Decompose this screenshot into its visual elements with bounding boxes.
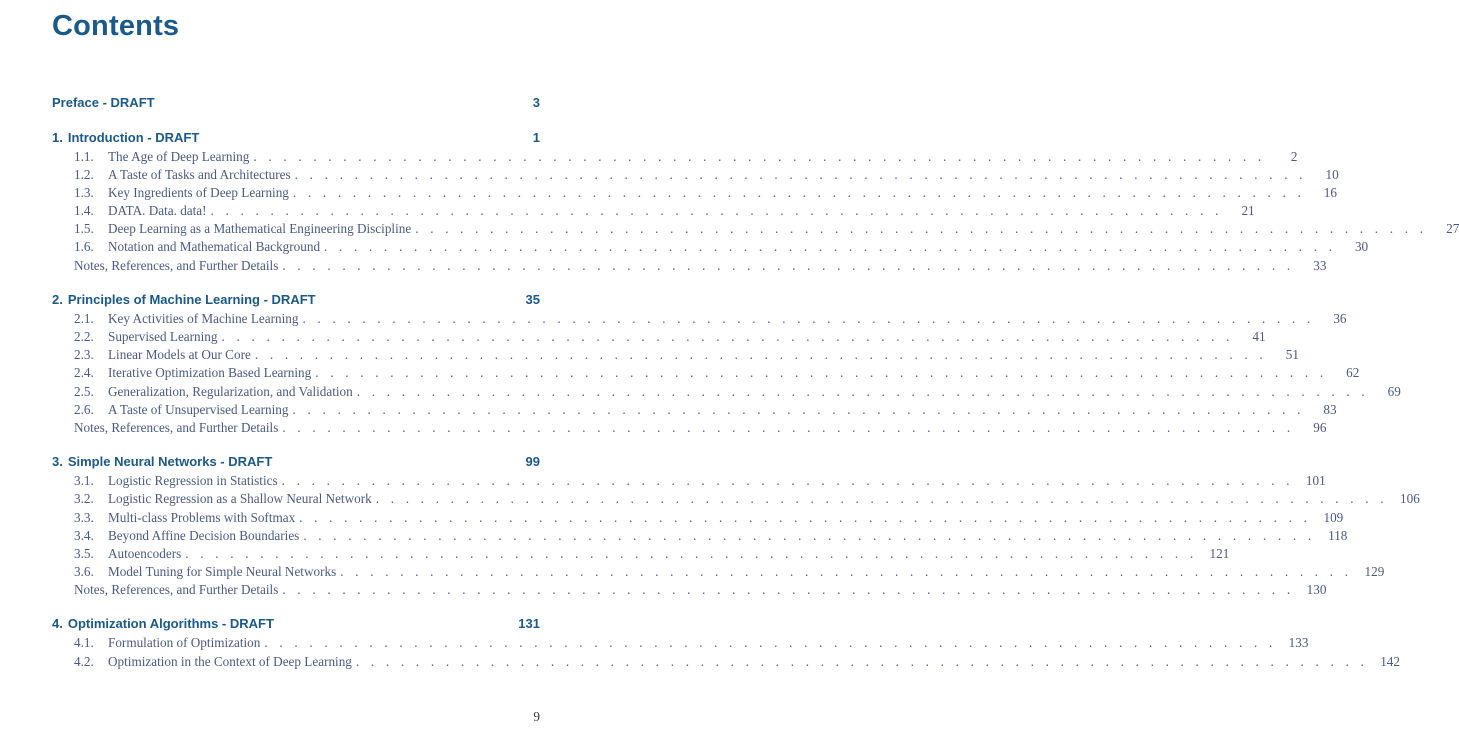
section-title: Beyond Affine Decision Boundaries xyxy=(108,527,300,543)
dot-leader xyxy=(211,202,1223,220)
notes-page-number: 130 xyxy=(1306,581,1327,597)
section-number: 3.3. xyxy=(74,509,94,525)
table-of-contents xyxy=(52,93,1459,686)
dot-leader xyxy=(282,419,1294,437)
dot-leader xyxy=(376,490,1388,508)
section-title: Optimization in the Context of Deep Learning xyxy=(108,653,352,669)
dot-leader xyxy=(303,527,1315,545)
toc-entry-section[interactable] xyxy=(52,545,1230,563)
toc-entry-section[interactable] xyxy=(52,346,1299,364)
section-page-number: 41 xyxy=(1252,329,1266,345)
section-title: Supervised Learning xyxy=(108,329,218,345)
toc-entry-section[interactable] xyxy=(52,148,1298,166)
toc-entry-chapter[interactable] xyxy=(52,290,540,310)
section-title: Key Ingredients of Deep Learning xyxy=(108,185,289,201)
section-number: 1.3. xyxy=(74,185,94,201)
dot-leader xyxy=(315,364,1327,382)
dot-leader xyxy=(264,634,1276,652)
toc-entry-section[interactable] xyxy=(52,238,1369,256)
notes-title: Notes, References, and Further Details xyxy=(74,419,279,435)
section-title: DATA. Data. data! xyxy=(108,203,207,219)
section-number: 2.2. xyxy=(74,329,94,345)
chapter-block-4 xyxy=(52,614,1400,670)
toc-entry-chapter[interactable] xyxy=(52,452,540,472)
chapter-title: Optimization Algorithms - DRAFT xyxy=(67,616,274,632)
section-number: 3.4. xyxy=(74,527,94,543)
section-number: 1.5. xyxy=(74,221,94,237)
toc-entry-section[interactable] xyxy=(52,220,1459,238)
toc-entry-section[interactable] xyxy=(52,634,1309,652)
section-title: Notation and Mathematical Background xyxy=(108,239,321,255)
toc-entry-section[interactable] xyxy=(52,527,1348,545)
toc-entry-notes[interactable] xyxy=(52,419,1327,437)
section-number: 2.5. xyxy=(74,383,94,399)
dot-leader xyxy=(293,184,1305,202)
dot-leader xyxy=(282,581,1294,599)
toc-entry-chapter[interactable] xyxy=(52,614,540,634)
toc-entry-notes[interactable] xyxy=(52,581,1327,599)
section-page-number: 133 xyxy=(1288,635,1309,651)
section-number: 1.6. xyxy=(74,239,94,255)
section-page-number: 21 xyxy=(1241,203,1255,219)
section-page-number: 118 xyxy=(1328,527,1348,543)
section-page-number: 101 xyxy=(1305,473,1326,489)
dot-leader xyxy=(282,472,1294,490)
chapter-block-2 xyxy=(52,290,1401,437)
chapter-page-number: 131 xyxy=(518,616,540,632)
section-number: 1.4. xyxy=(74,203,94,219)
page-title: Contents xyxy=(52,10,180,42)
dot-leader xyxy=(185,545,1197,563)
section-title: Key Activities of Machine Learning xyxy=(108,311,299,327)
chapter-page-number: 35 xyxy=(525,292,540,308)
section-number: 1.2. xyxy=(74,167,94,183)
section-number: 3.2. xyxy=(74,491,94,507)
section-number: 2.3. xyxy=(74,347,94,363)
dot-leader xyxy=(222,328,1234,346)
toc-entry-section[interactable] xyxy=(52,509,1344,527)
toc-entry-section[interactable] xyxy=(52,490,1420,508)
toc-entry-notes[interactable] xyxy=(52,257,1327,275)
dot-leader xyxy=(324,238,1336,256)
chapter-page-number: 1 xyxy=(532,130,540,145)
toc-entry-section[interactable] xyxy=(52,653,1400,671)
preface-block xyxy=(52,93,540,113)
section-title: A Taste of Tasks and Architectures xyxy=(108,167,291,183)
notes-title: Notes, References, and Further Details xyxy=(74,581,279,597)
toc-entry-preface[interactable] xyxy=(52,93,540,113)
dot-leader xyxy=(299,509,1311,527)
toc-entry-section[interactable] xyxy=(52,472,1326,490)
chapter-block-3 xyxy=(52,452,1420,599)
chapter-number: 1. xyxy=(52,130,63,145)
chapter-number: 3. xyxy=(52,454,63,470)
dot-leader xyxy=(292,401,1304,419)
section-title: Generalization, Regularization, and Validation xyxy=(108,383,353,399)
chapter-block-1 xyxy=(52,128,1459,275)
section-title: A Taste of Unsupervised Learning xyxy=(108,401,289,417)
section-number: 2.6. xyxy=(74,401,94,417)
section-title: Logistic Regression as a Shallow Neural Network xyxy=(108,491,372,507)
section-page-number: 30 xyxy=(1354,239,1369,255)
toc-entry-section[interactable] xyxy=(52,310,1347,328)
section-title: Formulation of Optimization xyxy=(108,635,261,651)
section-page-number: 27 xyxy=(1446,221,1459,237)
section-page-number: 83 xyxy=(1323,401,1337,417)
dot-leader xyxy=(356,653,1368,671)
toc-entry-section[interactable] xyxy=(52,202,1255,220)
section-number: 2.4. xyxy=(74,365,94,381)
dot-leader xyxy=(415,220,1427,238)
dot-leader xyxy=(255,346,1267,364)
section-page-number: 51 xyxy=(1285,347,1299,363)
section-title: Logistic Regression in Statistics xyxy=(108,473,278,489)
section-page-number: 69 xyxy=(1387,383,1401,399)
chapter-number: 2. xyxy=(52,292,63,308)
toc-entry-section[interactable] xyxy=(52,184,1337,202)
section-title: Deep Learning as a Mathematical Engineering Discipline xyxy=(108,221,412,237)
toc-entry-section[interactable] xyxy=(52,563,1385,581)
section-title: Linear Models at Our Core xyxy=(108,347,251,363)
section-title: Model Tuning for Simple Neural Networks xyxy=(108,563,337,579)
toc-entry-section[interactable] xyxy=(52,401,1337,419)
dot-leader xyxy=(253,148,1265,166)
section-title: Multi-class Problems with Softmax xyxy=(108,509,296,525)
section-number: 2.1. xyxy=(74,311,94,327)
chapter-title: Simple Neural Networks - DRAFT xyxy=(67,454,273,470)
chapter-title: Principles of Machine Learning - DRAFT xyxy=(67,292,316,308)
section-page-number: 36 xyxy=(1333,311,1347,327)
section-title: Autoencoders xyxy=(108,545,182,561)
page-number: 9 xyxy=(533,709,540,724)
dot-leader xyxy=(295,166,1307,184)
section-page-number: 62 xyxy=(1346,365,1360,381)
notes-title: Notes, References, and Further Details xyxy=(74,257,279,273)
notes-page-number: 33 xyxy=(1313,257,1327,273)
section-page-number: 129 xyxy=(1364,563,1385,579)
section-page-number: 106 xyxy=(1400,491,1420,507)
chapter-title: Introduction - DRAFT xyxy=(67,130,200,145)
section-page-number: 16 xyxy=(1323,185,1337,201)
section-number: 3.5. xyxy=(74,545,94,561)
section-page-number: 142 xyxy=(1380,653,1400,669)
chapter-page-number: 3 xyxy=(532,95,540,110)
section-number: 3.6. xyxy=(74,563,94,579)
notes-page-number: 96 xyxy=(1313,419,1327,435)
dot-leader xyxy=(282,257,1294,275)
section-number: 3.1. xyxy=(74,473,94,489)
toc-entry-section[interactable] xyxy=(52,364,1360,382)
dot-leader xyxy=(357,383,1369,401)
toc-entry-chapter[interactable] xyxy=(52,128,540,148)
toc-entry-section[interactable] xyxy=(52,383,1401,401)
chapter-number: 4. xyxy=(52,616,63,632)
section-page-number: 109 xyxy=(1323,509,1344,525)
section-page-number: 10 xyxy=(1325,167,1339,183)
section-page-number: 121 xyxy=(1209,545,1230,561)
section-number: 1.1. xyxy=(74,149,94,164)
section-title: The Age of Deep Learning xyxy=(108,149,250,164)
toc-entry-section[interactable] xyxy=(52,328,1266,346)
dot-leader xyxy=(302,310,1314,328)
dot-leader xyxy=(340,563,1352,581)
section-number: 4.2. xyxy=(74,653,94,669)
section-page-number: 2 xyxy=(1290,149,1298,164)
section-number: 4.1. xyxy=(74,635,94,651)
chapter-title: Preface - DRAFT xyxy=(52,95,155,110)
toc-entry-section[interactable] xyxy=(52,166,1339,184)
chapter-page-number: 99 xyxy=(525,454,540,470)
section-title: Iterative Optimization Based Learning xyxy=(108,365,312,381)
